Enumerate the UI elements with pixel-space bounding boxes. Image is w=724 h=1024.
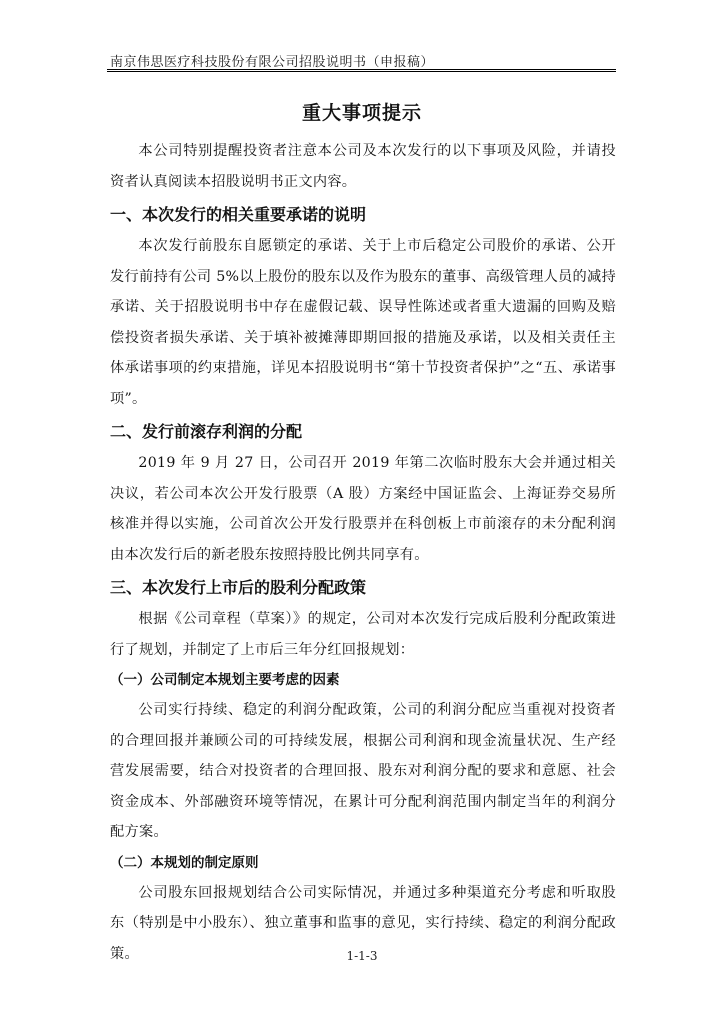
subsection-1-heading: （一）公司制定本规划主要考虑的因素 <box>110 672 340 688</box>
subsection-1-paragraph: 公司实行持续、稳定的利润分配政策，公司的利润分配应当重视对投资者的合理回报并兼顾公司的可持续发展，根据公司利润和现金流量状况、生产经营发展需要，结合对投资者的合理回报、股东对利润分配的要求和意愿、社会资金成本、外部融资环境等情况，在累计可分配利润范围内制定当年的利润分配方案。 <box>110 702 616 840</box>
document-body <box>110 136 616 969</box>
section-2-heading: 二、发行前滚存利润的分配 <box>110 422 303 441</box>
header-divider <box>107 69 616 72</box>
page-number: 1-1-3 <box>346 949 378 963</box>
section-3-paragraph: 根据《公司章程（草案）》的规定，公司对本次发行完成后股利分配政策进行了规划，并制定了上市后三年分红回报规划： <box>110 611 616 658</box>
section-2-paragraph: 2019 年 9 月 27 日，公司召开 2019 年第二次临时股东大会并通过相关决议，若公司本次公开发行股票（A 股）方案经中国证监会、上海证券交易所核准并得以实施，公司首次公开发行股票并在科创板上市前滚存的未分配利润由本次发行后的新老股东按照持股比例共同享有。 <box>110 455 616 563</box>
section-1-heading: 一、本次发行的相关重要承诺的说明 <box>110 205 367 224</box>
running-header: 南京伟思医疗科技股份有限公司招股说明书（申报稿） <box>110 55 435 70</box>
section-1-paragraph: 本次发行前股东自愿锁定的承诺、关于上市后稳定公司股价的承诺、公开发行前持有公司 5%以上股份的股东以及作为股东的董事、高级管理人员的减持承诺、关于招股说明书中存在虚假记载、误导性陈述或者重大遗漏的回购及赔偿投资者损失承诺、关于填补被摊薄即期回报的措施及承诺，以及相关责任主体承诺事项的约束措施，详见本招股说明书“第十节投资者保护”之“五、承诺事项”。 <box>110 238 617 407</box>
subsection-2-heading: （二）本规划的制定原则 <box>110 854 259 871</box>
intro-paragraph: 本公司特别提醒投资者注意本公司及本次发行的以下事项及风险，并请投资者认真阅读本招股说明书正文内容。 <box>110 143 616 190</box>
section-3-heading: 三、本次发行上市后的股利分配政策 <box>110 578 367 597</box>
subsection-2-paragraph: 公司股东回报规划结合公司实际情况，并通过多种渠道充分考虑和听取股东（特别是中小股东）、独立董事和监事的意见，实行持续、稳定的利润分配政策。 <box>110 884 616 962</box>
page-title: 重大事项提示 <box>301 102 422 124</box>
